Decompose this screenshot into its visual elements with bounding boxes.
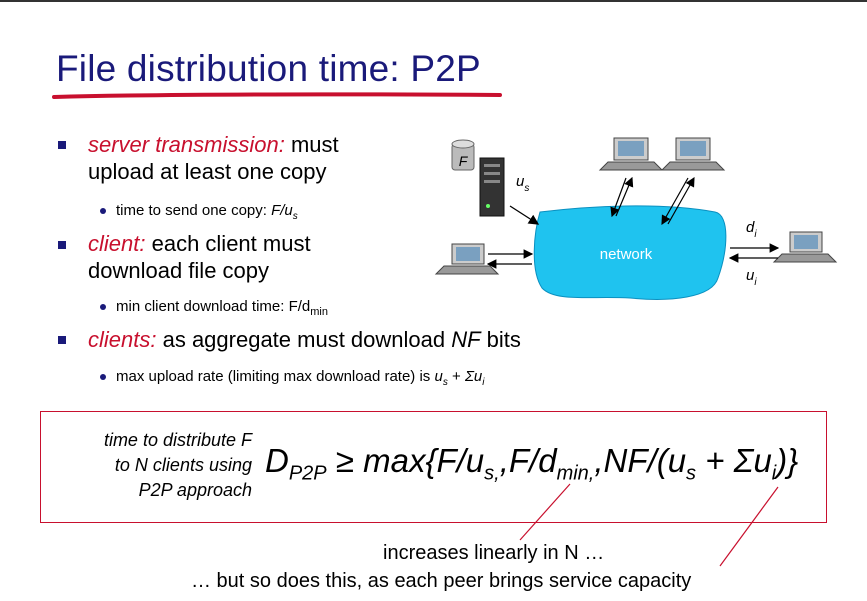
bullet-client: client: each client must download file copy [88,231,311,283]
pointer-line-sum [720,487,778,566]
slide-title: File distribution time: P2P [56,48,481,89]
formula-description: time to distribute F to N clients using P2P approach [103,430,252,500]
download-rate-label: $d_i$ [746,219,757,240]
bullet-clients-aggregate: clients: as aggregate must download NF bits [88,327,521,352]
file-label: F [458,153,468,169]
network-label: network [599,246,653,263]
bullet-emphasis: server transmission: [88,132,285,157]
sub-bullet-server-time: time to send one copy: $F/u_s$ [100,202,298,222]
sub-bullet-max-upload: max upload rate (limiting max download rate) is $u_s + \Sigma u_i$ [100,368,485,388]
pointer-line-nf [520,484,570,540]
sub-bullet-client-time: min client download time: $F/d_{min}$ [100,298,328,318]
p2p-distribution-formula: $D_{P2P} \ge \max\{F/u_{s,},F/d_{min,},NF/(u_s + \Sigma u_i)\}$ [265,442,799,485]
note-increases-linearly: increases linearly in N … [383,542,605,564]
bullet-emphasis: clients: [88,327,157,352]
note-service-capacity: … but so does this, as each peer brings service capacity [191,570,692,592]
server-upload-label: $u_s$ [516,173,530,194]
upload-rate-label: $u_i$ [746,267,757,288]
bullet-emphasis: client: [88,231,146,256]
bullet-server-transmission: server transmission: must upload at least one copy [88,132,339,184]
